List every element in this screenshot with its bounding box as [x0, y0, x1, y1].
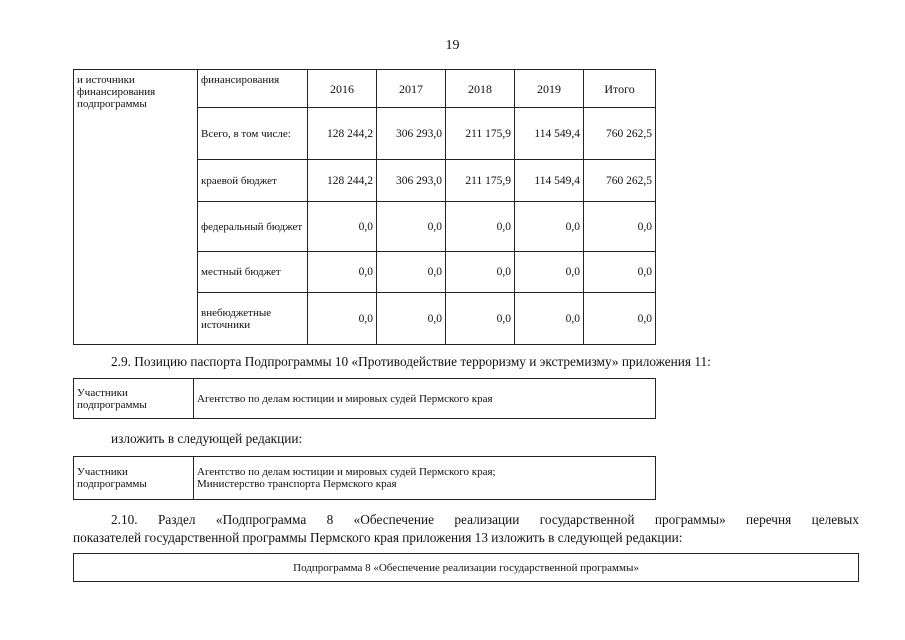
- table-cell: 0,0: [515, 293, 584, 345]
- row-source-federal: федеральный бюджет: [198, 202, 308, 252]
- subprogram-8-table: [73, 553, 859, 582]
- table-cell: 128 244,2: [308, 108, 377, 160]
- financing-table: [73, 69, 656, 345]
- table-cell: 0,0: [308, 252, 377, 293]
- header-year-2016: 2016: [308, 70, 377, 108]
- table-cell: 211 175,9: [446, 108, 515, 160]
- header-source-cell: финансирования: [198, 70, 308, 108]
- table-cell: 0,0: [515, 202, 584, 252]
- table-cell: 306 293,0: [377, 108, 446, 160]
- paragraph-2-10-line-2: показателей государственной программы Пермского края приложения 13 изложить в следующей редакции:: [73, 530, 683, 545]
- page-number: 19: [445, 38, 460, 53]
- table-cell: 0,0: [308, 202, 377, 252]
- paragraph-2-10-line-1: 2.10. Раздел «Подпрограмма 8 «Обеспечение реализации государственной программы» перечня целевых: [111, 512, 859, 527]
- header-year-2018: 2018: [446, 70, 515, 108]
- table-cell: 211 175,9: [446, 160, 515, 202]
- table-cell: 0,0: [584, 252, 656, 293]
- new-edition-text: изложить в следующей редакции:: [111, 431, 303, 446]
- table-cell: 0,0: [377, 293, 446, 345]
- table-cell: 0,0: [446, 293, 515, 345]
- header-total: Итого: [584, 70, 656, 108]
- participants-label: Участники подпрограммы: [74, 457, 194, 500]
- table-cell: 0,0: [308, 293, 377, 345]
- table-cell: 0,0: [377, 202, 446, 252]
- subprogram-title: Подпрограмма 8 «Обеспечение реализации государственной программы»: [74, 554, 859, 582]
- table-cell: 0,0: [584, 293, 656, 345]
- row-source-extrabudgetary: внебюджетные источники: [198, 293, 308, 345]
- participants-label: Участники подпрограммы: [74, 379, 194, 419]
- paragraph-2-9: 2.9. Позицию паспорта Подпрограммы 10 «Противодействие терроризму и экстремизму» приложения 11:: [111, 354, 711, 369]
- row-source-local: местный бюджет: [198, 252, 308, 293]
- table-cell: 0,0: [446, 252, 515, 293]
- header-year-2017: 2017: [377, 70, 446, 108]
- table-cell: 0,0: [446, 202, 515, 252]
- table-cell: 128 244,2: [308, 160, 377, 202]
- participants-line-1: Агентство по делам юстиции и мировых судей Пермского края;: [197, 466, 496, 478]
- financing-label: и источники финансирования подпрограммы: [74, 70, 198, 345]
- header-year-2019: 2019: [515, 70, 584, 108]
- table-cell: 760 262,5: [584, 108, 656, 160]
- table-cell: 114 549,4: [515, 160, 584, 202]
- participants-value: [194, 457, 656, 500]
- row-source-regional: краевой бюджет: [198, 160, 308, 202]
- table-cell: 0,0: [584, 202, 656, 252]
- participants-value: Агентство по делам юстиции и мировых судей Пермского края: [194, 379, 656, 419]
- table-cell: 114 549,4: [515, 108, 584, 160]
- old-participants-table: [73, 378, 656, 419]
- table-cell: 760 262,5: [584, 160, 656, 202]
- new-participants-table: [73, 456, 656, 500]
- table-cell: 0,0: [377, 252, 446, 293]
- participants-line-2: Министерство транспорта Пермского края: [197, 478, 397, 490]
- row-source-total: Всего, в том числе:: [198, 108, 308, 160]
- table-cell: 0,0: [515, 252, 584, 293]
- table-cell: 306 293,0: [377, 160, 446, 202]
